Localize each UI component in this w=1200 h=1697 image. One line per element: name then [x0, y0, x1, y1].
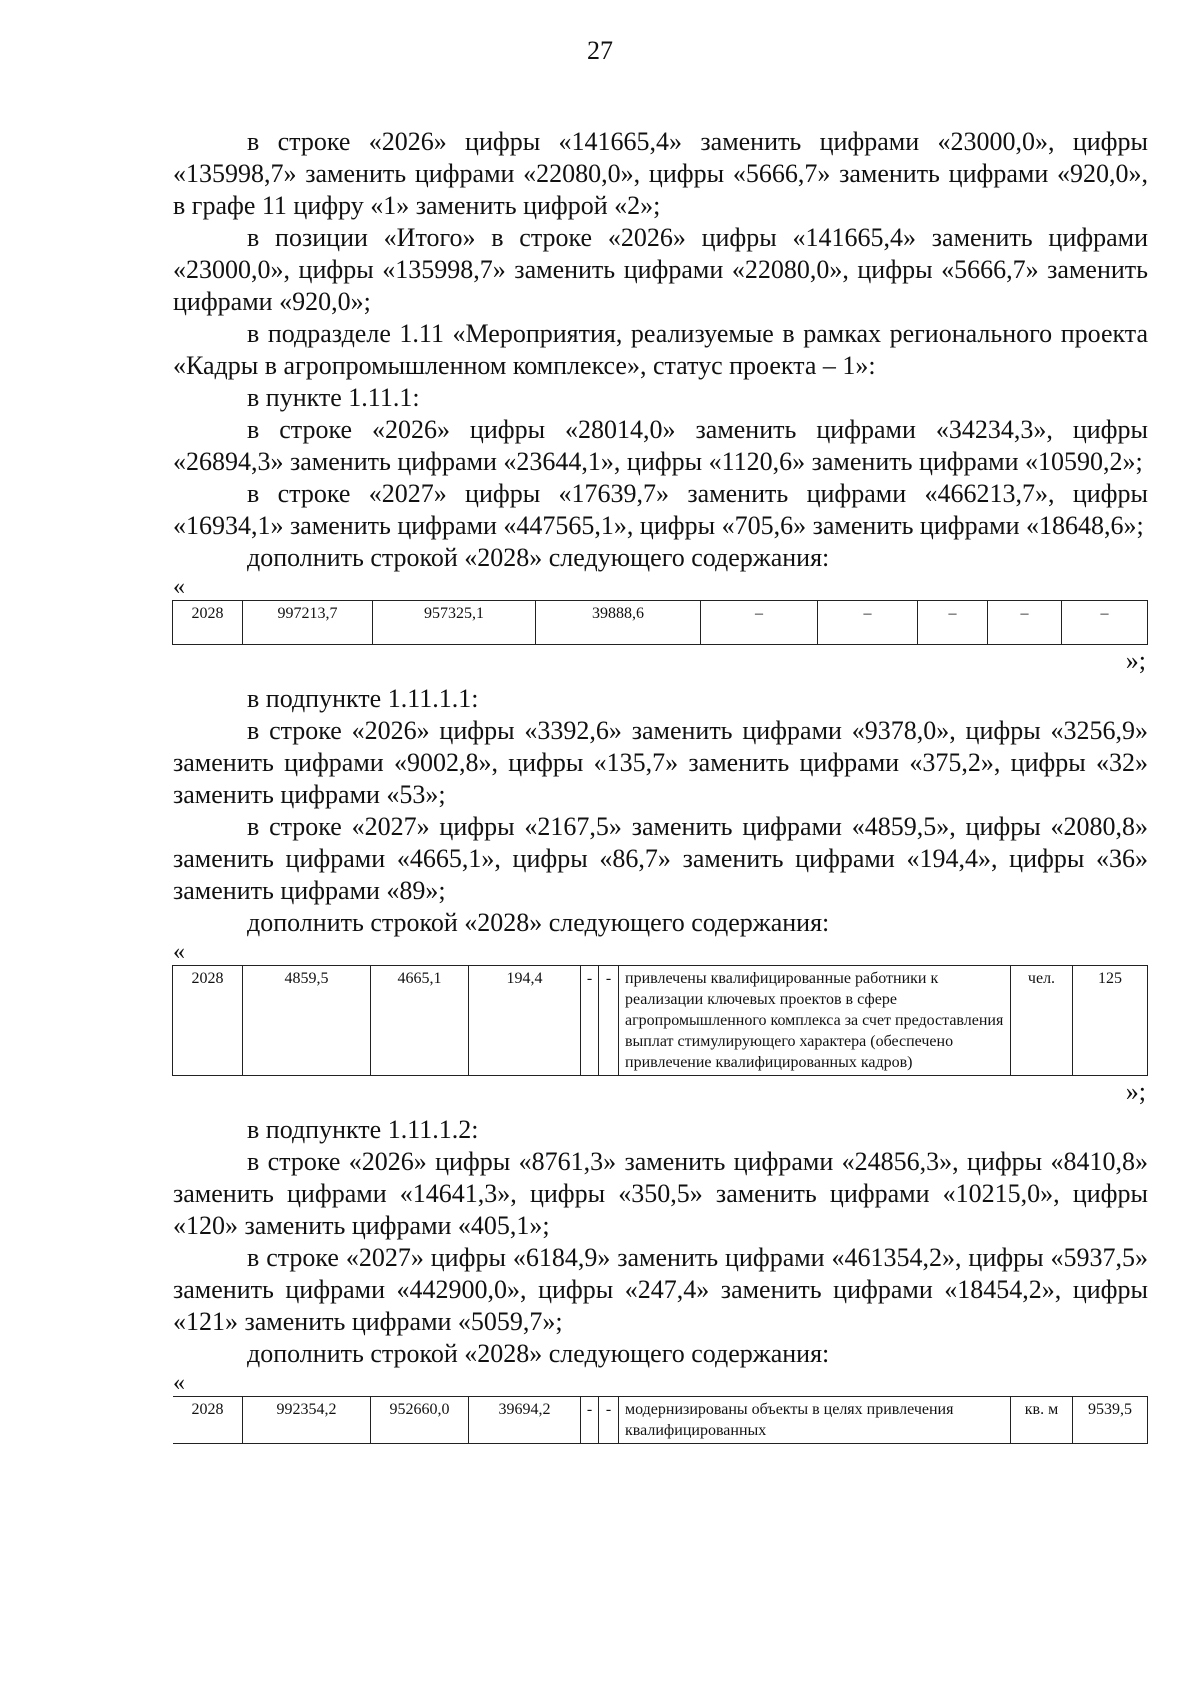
open-quote: «: [173, 1370, 185, 1396]
table-cell-description: модернизированы объекты в целях привлечения квалифицированных: [619, 1397, 1011, 1444]
table-cell: 952660,0: [371, 1397, 469, 1444]
paragraph: дополнить строкой «2028» следующего содержания:: [247, 1339, 830, 1368]
table-cell: 4665,1: [371, 966, 469, 1076]
table-row-2028-subsection-1-11-1-2: [173, 1396, 1148, 1444]
table-cell: –: [918, 601, 988, 645]
table-cell: 9539,5: [1073, 1397, 1148, 1444]
paragraph: в подпункте 1.11.1.1:: [247, 684, 479, 713]
table-cell: 2028: [173, 966, 243, 1076]
paragraph: дополнить строкой «2028» следующего содержания:: [247, 908, 830, 937]
close-quote: »;: [1125, 1077, 1146, 1106]
table-row-2028-section-1-11-1: [172, 600, 1148, 645]
table-cell: 992354,2: [243, 1397, 371, 1444]
table-cell: 39888,6: [536, 601, 701, 645]
table-cell-description: привлечены квалифицированные работники к реализации ключевых проектов в сфере агропромышленного комплекса за счет предоставления выплат стимулирующего характера (обеспечено привлечение квалифицированных кадров): [619, 966, 1011, 1076]
paragraph: в подпункте 1.11.1.2:: [247, 1115, 479, 1144]
paragraph: в строке «2026» цифры «141665,4» заменить цифрами «23000,0», цифры «135998,7» заменить цифрами «22080,0», цифры «5666,7» заменить цифрами «920,0», в графе 11 цифру «1» заменить цифрой «2»;: [173, 127, 1148, 220]
paragraph: в пункте 1.11.1:: [247, 383, 420, 412]
table-cell: 4859,5: [243, 966, 371, 1076]
paragraph: в строке «2027» цифры «6184,9» заменить цифрами «461354,2», цифры «5937,5» заменить цифрами «442900,0», цифры «247,4» заменить цифрами «18454,2», цифры «121» заменить цифрами «5059,7»;: [173, 1243, 1148, 1336]
paragraph: в строке «2026» цифры «3392,6» заменить цифрами «9378,0», цифры «3256,9» заменить цифрами «9002,8», цифры «135,7» заменить цифрами «375,2», цифры «32» заменить цифрами «53»;: [173, 716, 1148, 809]
table-cell: –: [701, 601, 818, 645]
paragraph: дополнить строкой «2028» следующего содержания:: [247, 543, 830, 572]
table-cell: -: [581, 1397, 599, 1444]
table-cell: 2028: [173, 601, 243, 645]
document-body: [173, 126, 1148, 1444]
open-quote: «: [173, 574, 185, 600]
paragraph: в позиции «Итого» в строке «2026» цифры «141665,4» заменить цифрами «23000,0», цифры «135998,7» заменить цифрами «22080,0», цифры «5666,7» заменить цифрами «920,0»;: [173, 223, 1148, 316]
table-cell: –: [818, 601, 918, 645]
table-cell: 194,4: [469, 966, 581, 1076]
table-cell: 997213,7: [243, 601, 373, 645]
paragraph: в строке «2027» цифры «17639,7» заменить цифрами «466213,7», цифры «16934,1» заменить цифрами «447565,1», цифры «705,6» заменить цифрами «18648,6»;: [173, 479, 1148, 540]
paragraph: в подразделе 1.11 «Мероприятия, реализуемые в рамках регионального проекта «Кадры в агропромышленном комплексе», статус проекта – 1»:: [173, 319, 1148, 380]
table-cell: -: [581, 966, 599, 1076]
table-cell: кв. м: [1011, 1397, 1073, 1444]
page-number: 27: [587, 36, 613, 65]
table-cell: -: [599, 1397, 619, 1444]
table-row-2028-subsection-1-11-1-1: [172, 965, 1148, 1076]
close-quote: »;: [1125, 646, 1146, 675]
paragraph: в строке «2026» цифры «8761,3» заменить цифрами «24856,3», цифры «8410,8» заменить цифрами «14641,3», цифры «350,5» заменить цифрами «10215,0», цифры «120» заменить цифрами «405,1»;: [173, 1147, 1148, 1240]
paragraph: в строке «2026» цифры «28014,0» заменить цифрами «34234,3», цифры «26894,3» заменить цифрами «23644,1», цифры «1120,6» заменить цифрами «10590,2»;: [173, 415, 1148, 476]
table-cell: 957325,1: [373, 601, 536, 645]
table-cell: 2028: [173, 1397, 243, 1444]
table-cell: –: [988, 601, 1062, 645]
table-cell: чел.: [1011, 966, 1073, 1076]
table-crop: [173, 1396, 1148, 1444]
table-cell: 125: [1073, 966, 1148, 1076]
table-cell: 39694,2: [469, 1397, 581, 1444]
table-cell: -: [599, 966, 619, 1076]
paragraph: в строке «2027» цифры «2167,5» заменить цифрами «4859,5», цифры «2080,8» заменить цифрами «4665,1», цифры «86,7» заменить цифрами «194,4», цифры «36» заменить цифрами «89»;: [173, 812, 1148, 905]
table-cell: –: [1062, 601, 1148, 645]
open-quote: «: [173, 939, 185, 965]
